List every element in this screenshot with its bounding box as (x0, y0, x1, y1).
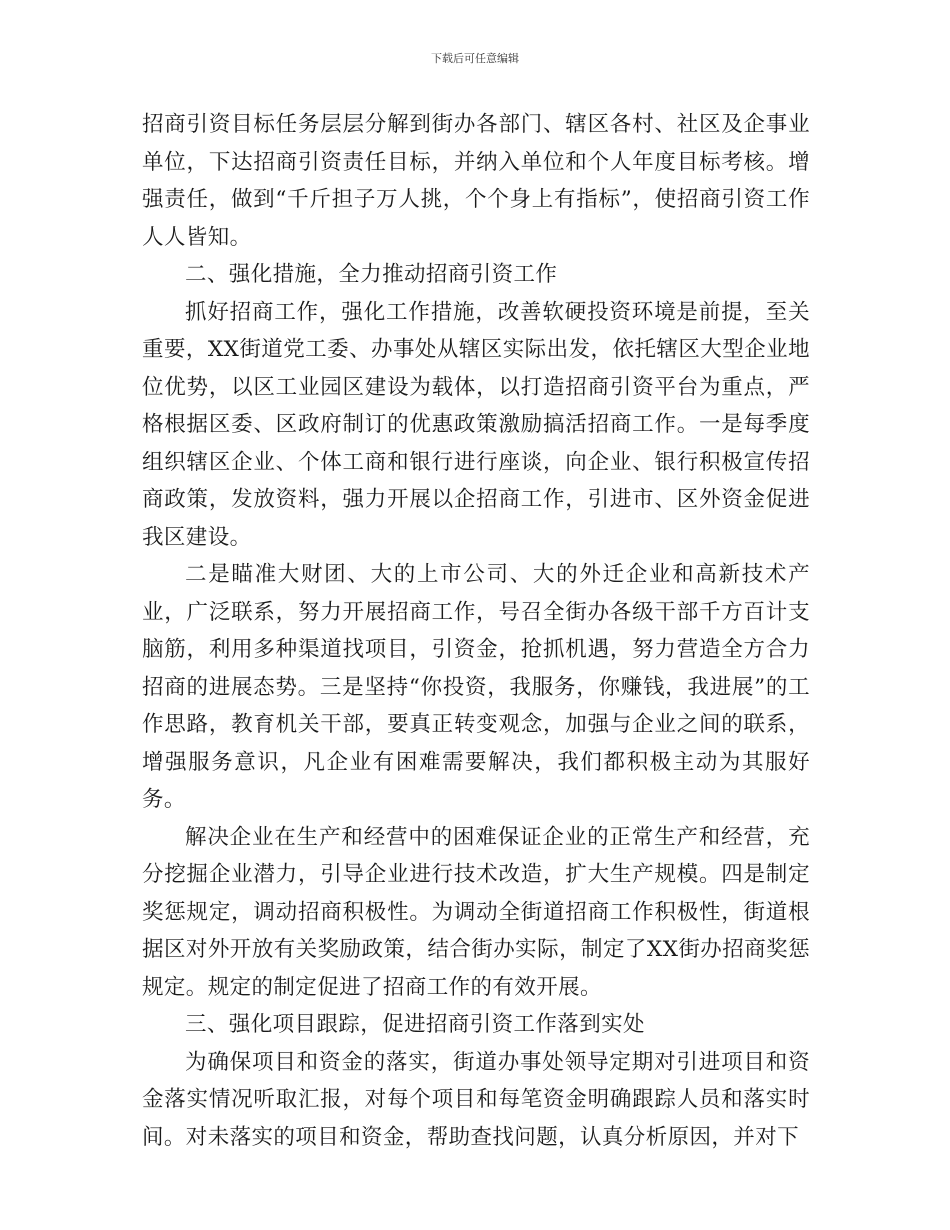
paragraph-3: 抓好招商工作，强化工作措施，改善软硬投资环境是前提，至关重要，XX街道党工委、办事处从辖区实际出发，依托辖区大型企业地位优势，以区工业园区建设为载体，以打造招商引资平台为重点，严格根据区委、区政府制订的优惠政策激励搞活招商工作。一是每季度组织辖区企业、个体工商和银行进行座谈，向企业、银行积极宣传招商政策，发放资料，强力开展以企招商工作，引进市、区外资金促进我区建设。 (142, 299, 810, 550)
section-heading-2: 二、强化措施，全力推动招商引资工作 (185, 262, 558, 287)
paragraph-7: 为确保项目和资金的落实，街道办事处领导定期对引进项目和资金落实情况听取汇报，对每个项目和每笔资金明确跟踪人员和落实时间。对未落实的项目和资金，帮助查找问题，认真分析原因，并对下 (142, 1049, 810, 1150)
paragraph-4: 二是瞄准大财团、大的上市公司、大的外迁企业和高新技术产业，广泛联系，努力开展招商工作，号召全街办各级干部千方百计支脑筋，利用多种渠道找项目，引资金，抢抓机遇，努力营造全方合力招商的进展态势。三是坚持“你投资，我服务，你赚钱，我进展”的工作思路，教育机关干部，要真正转变观念，加强与企业之间的联系，增强服务意识，凡企业有困难需要解决，我们都积极主动为其服好务。 (142, 562, 810, 812)
paragraph-5: 解决企业在生产和经营中的困难保证企业的正常生产和经营，充分挖掘企业潜力，引导企业进行技术改造，扩大生产规模。四是制定奖惩规定，调动招商积极性。为调动全街道招商工作积极性，街道根据区对外开放有关奖励政策，结合街办实际，制定了XX街办招商奖惩规定。规定的制定促进了招商工作的有效开展。 (142, 824, 810, 1000)
section-heading-3: 三、强化项目跟踪，促进招商引资工作落到实处 (185, 1012, 645, 1037)
paragraph-1: 招商引资目标任务层层分解到街办各部门、辖区各村、社区及企事业单位，下达招商引资责任目标，并纳入单位和个人年度目标考核。增强责任，做到“千斤担子万人挑，个个身上有指标”，使招商引资工作人人皆知。 (142, 112, 810, 250)
page-header: 下载后可任意编辑 (431, 52, 519, 65)
document-body (142, 106, 810, 1156)
